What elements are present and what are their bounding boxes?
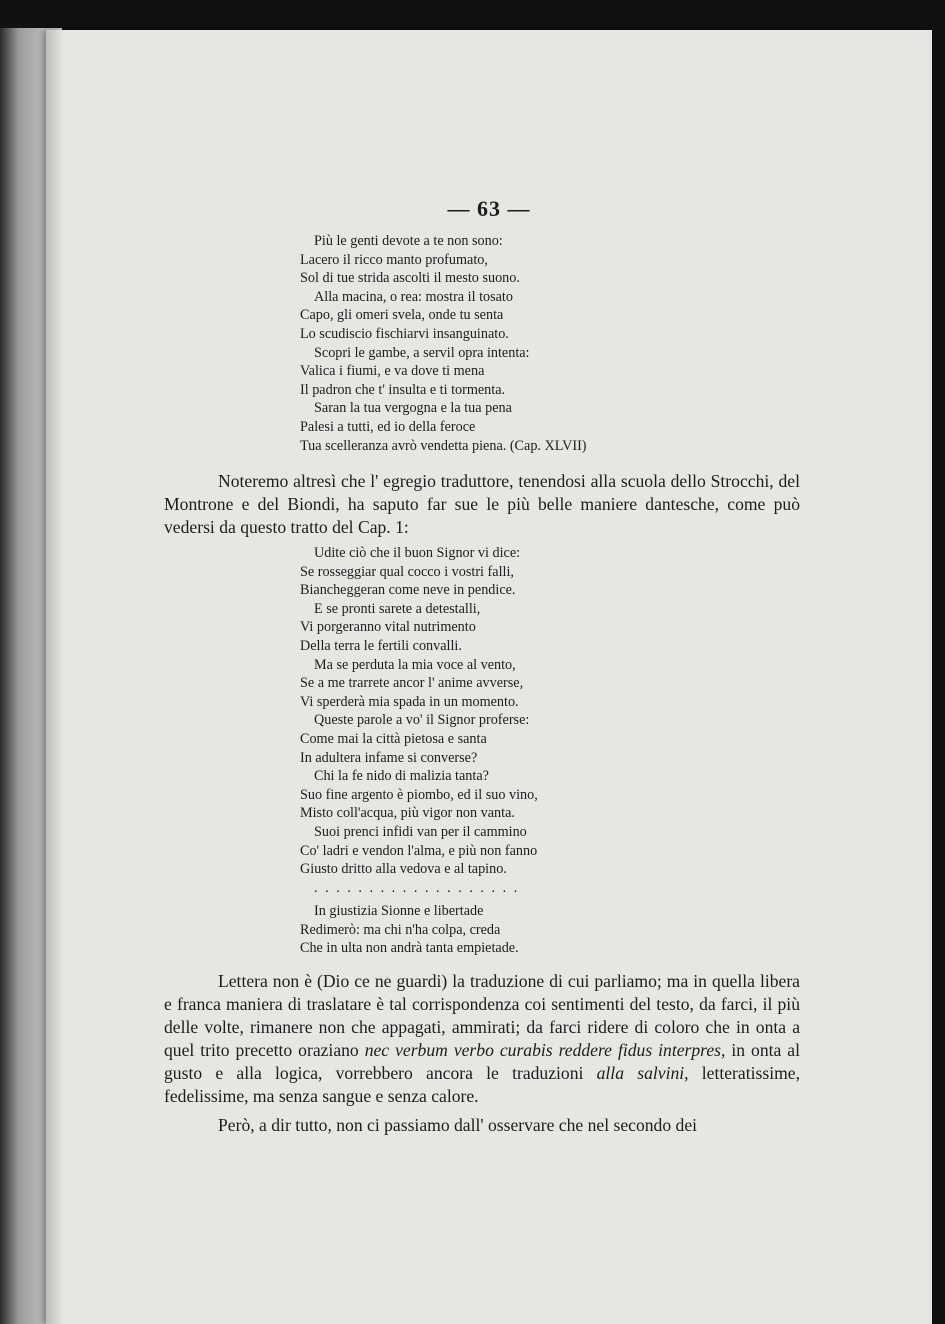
verse-block-3 <box>300 902 760 958</box>
latin-quote: nec verbum verbo curabis reddere fidus interpres, <box>364 1040 726 1060</box>
verse-line: Vi porgeranno vital nutrimento <box>300 619 476 636</box>
paragraph-text-part: letteratissime, fedelissime, ma senza sangue e senza calore. <box>164 1063 800 1106</box>
verse-line: Della terra le fertili convalli. <box>300 637 462 654</box>
verse-line: Redimerò: ma chi n'ha colpa, creda <box>300 921 501 938</box>
verse-line: Co' ladri e vendon l'alma, e più non fanno <box>300 842 538 859</box>
verse-line: In adultera infame si converse? <box>300 749 478 766</box>
italic-phrase: alla salvini, <box>596 1063 689 1083</box>
verse-line: Lacero il ricco manto profumato, <box>300 251 488 268</box>
verse-line: Suo fine argento è piombo, ed il suo vino, <box>300 786 538 803</box>
verse-line: Scopri le gambe, a servil opra intenta: <box>314 344 530 361</box>
paragraph-2 <box>164 970 800 1108</box>
verse-line: Valica i fiumi, e va dove ti mena <box>300 363 485 380</box>
verse-line: Vi sperderà mia spada in un momento. <box>300 693 519 710</box>
verse-line: Suoi prenci infidi van per il cammino <box>314 823 527 840</box>
paragraph-text <box>164 970 800 1108</box>
verse-line: E se pronti sarete a detestalli, <box>314 600 481 617</box>
page-number: — 63 — <box>447 196 531 221</box>
verse-line: Se rosseggiar qual cocco i vostri falli, <box>300 563 514 580</box>
verse-block-2 <box>300 544 760 897</box>
verse-line: Palesi a tutti, ed io della feroce <box>300 418 476 435</box>
book-page <box>46 30 932 1324</box>
ellipsis-line: . . . . . . . . . . . . . . . . . . . <box>314 879 520 896</box>
verse-line: Biancheggeran come neve in pendice. <box>300 582 516 599</box>
verse-line: Misto coll'acqua, più vigor non vanta. <box>300 805 515 822</box>
verse-line: Sol di tue strida ascolti il mesto suono. <box>300 270 520 287</box>
verse-line: Tua scelleranza avrò vendetta piena. (Cap. XLVII) <box>300 437 587 454</box>
verse-line: Più le genti devote a te non sono: <box>314 233 503 249</box>
verse-line: Udite ciò che il buon Signor vi dice: <box>314 545 521 561</box>
verse-line: Il padron che t' insulta e ti tormenta. <box>300 381 506 398</box>
paragraph-text-part: in onta al gusto e alla logica, vorrebbero ancora le traduzioni <box>164 1040 800 1083</box>
verse-line: Giusto dritto alla vedova e al tapino. <box>300 861 507 878</box>
verse-line: Come mai la città pietosa e santa <box>300 730 487 747</box>
paragraph-text-part: Lettera non è (Dio ce ne guardi) la traduzione di cui parliamo; ma in quella libera e franca maniera di traslatare è tal corrispondenza coi sentimenti del testo, da farci, il più delle volte, rimanere non che appagati, ammirati; da farci ridere di coloro che in onta a quel trito precetto oraziano <box>164 971 800 1060</box>
paragraph-text: Però, a dir tutto, non ci passiamo dall' osservare che nel secondo dei <box>218 1115 698 1135</box>
verse-line: Lo scudiscio fischiarvi insanguinato. <box>300 325 509 342</box>
verse-line: Queste parole a vo' il Signor proferse: <box>314 712 530 729</box>
verse-line: Alla macina, o rea: mostra il tosato <box>314 288 513 305</box>
verse-line: Saran la tua vergogna e la tua pena <box>314 400 512 417</box>
verse-line: Chi la fe nido di malizia tanta? <box>314 768 489 785</box>
verse-line: Ma se perduta la mia voce al vento, <box>314 656 516 673</box>
verse-line: In giustizia Sionne e libertade <box>314 903 484 919</box>
verse-line: Se a me trarrete ancor l' anime avverse, <box>300 675 524 692</box>
verse-line: Capo, gli omeri svela, onde tu senta <box>300 307 504 324</box>
paragraph-1 <box>164 470 800 539</box>
verse-line: Che in ulta non andrà tanta empietade. <box>300 940 519 957</box>
paragraph-text: Noteremo altresì che l' egregio traduttore, tenendosi alla scuola dello Strocchi, del Montrone e del Biondi, ha saputo far sue le più belle maniere dantesche, come può vedersi da questo tratto del Cap. 1: <box>164 471 800 537</box>
paragraph-3 <box>164 1114 800 1137</box>
verse-block-1 <box>300 232 760 455</box>
